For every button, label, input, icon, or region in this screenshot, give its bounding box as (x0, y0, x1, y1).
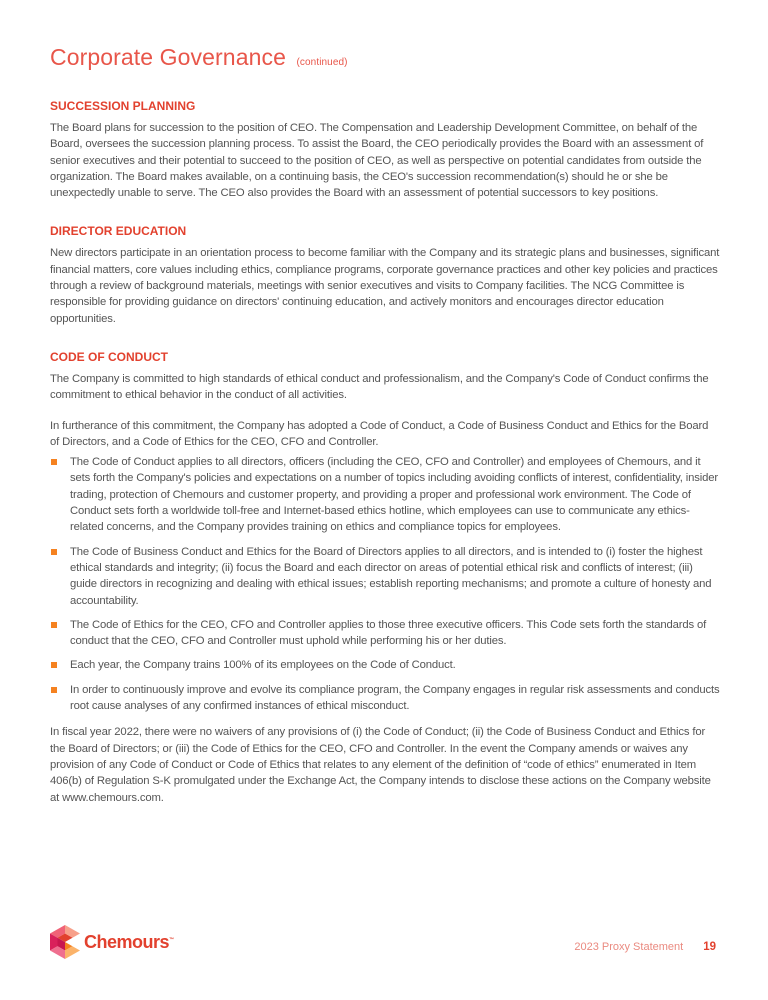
list-item (50, 682, 720, 715)
continued-label: (continued) (296, 57, 348, 68)
list-item-text: Each year, the Company trains 100% of its employees on the Code of Conduct. (70, 659, 456, 672)
list-item-text: The Code of Conduct applies to all directors, officers (including the CEO, CFO and Controller) and employees of Chemours, and it sets forth the Company's policies and expectations on a number of topics including avoiding conflicts of interest, confidentiality, insider trading, protection of Chemours and customer property, and providing a proper and professional work environment. The Code of Conduct sets forth a worldwide toll-free and Internet-based ethics hotline, which employees can use to communicate any ethics-related concerns, and the Company provides training on ethics and compliance topics for employees. (70, 456, 718, 534)
square-bullet-icon (51, 459, 57, 465)
square-bullet-icon (51, 687, 57, 693)
section-succession-planning (50, 98, 720, 201)
page-title-text: Corporate Governance (50, 44, 286, 70)
main-content (50, 98, 720, 828)
page-number: 19 (703, 941, 716, 953)
list-item-text: In order to continuously improve and evolve its compliance program, the Company engages in regular risk assessments and conducts root cause analyses of any confirmed instances of ethical misconduct. (70, 683, 720, 713)
section-director-education (50, 223, 720, 326)
section-code-of-conduct (50, 349, 720, 806)
paragraph: The Board plans for succession to the position of CEO. The Compensation and Leadership Development Committee, on behalf of the Board, oversees the succession planning process. To assist the Board, the CEO periodically provides the Board with an assessment of senior executives and their potential to succeed to the position of CEO, as well as perspective on potential candidates from outside the organization. The Board makes available, on a continuing basis, the CEO's succession recommendation(s) should he or she be unexpectedly unable to serve. The CEO also provides the Board with an assessment of potential successors to key positions. (50, 122, 704, 200)
square-bullet-icon (51, 622, 57, 628)
paragraph: New directors participate in an orientation process to become familiar with the Company and its strategic plans and businesses, significant financial matters, core values including ethics, compliance programs, corporate governance practices and other key policies and practices through a review of background materials, meetings with senior executives and visits to Company facilities. The NCG Committee is responsible for providing guidance on directors' continuing education, and actively monitors and encourages director education opportunities. (50, 247, 720, 325)
closing-paragraph: In fiscal year 2022, there were no waivers of any provisions of (i) the Code of Conduct; (ii) the Code of Business Conduct and Ethics for the Board of Directors; or (iii) the Code of Ethics for the CEO, CFO and Controller. In the event the Company amends or waives any provision of any Code of Conduct or Code of Ethics that relates to any element of the definition of “code of ethics” enumerated in Item 406(b) of Regulation S-K promulgated under the Exchange Act, the Company intends to disclose these actions on the Company website at www.chemours.com. (50, 726, 711, 804)
paragraph: The Company is committed to high standards of ethical conduct and professionalism, and the Company's Code of Conduct confirms the commitment to ethical behavior in the conduct of all activities. (50, 372, 709, 402)
logo-wordmark: Chemours™ (84, 931, 174, 952)
list-item (50, 657, 720, 673)
section-heading: SUCCESSION PLANNING (50, 99, 196, 113)
list-item-text: The Code of Ethics for the CEO, CFO and Controller applies to those three executive officers. This Code sets forth the standards of conduct that the CEO, CFO and Controller must uphold while performing his or her duties. (70, 618, 707, 648)
list-item (50, 544, 720, 609)
chemours-logo-icon (50, 925, 80, 959)
document-title: 2023 Proxy Statement (574, 941, 684, 953)
paragraph: In furtherance of this commitment, the Company has adopted a Code of Conduct, a Code of Business Conduct and Ethics for the Board of Directors, and a Code of Ethics for the CEO, CFO and Controller. (50, 419, 709, 448)
chemours-logo (50, 925, 174, 959)
section-heading: CODE OF CONDUCT (50, 349, 168, 364)
square-bullet-icon (51, 662, 57, 668)
list-item (50, 617, 720, 650)
section-heading: DIRECTOR EDUCATION (50, 224, 187, 239)
square-bullet-icon (51, 549, 57, 555)
page-title (50, 44, 348, 71)
list-item-text: The Code of Business Conduct and Ethics for the Board of Directors applies to all directors, and is intended to (i) foster the highest ethical standards and integrity; (ii) focus the Board and each director on areas of potential ethical risk and conflicts of interest; (iii) guide directors in recognizing and dealing with ethical issues; establish reporting mechanisms; and promote a culture of honesty and accountability. (70, 545, 712, 607)
list-item (50, 454, 720, 535)
bullet-list (50, 454, 720, 714)
page-footer (574, 941, 716, 953)
